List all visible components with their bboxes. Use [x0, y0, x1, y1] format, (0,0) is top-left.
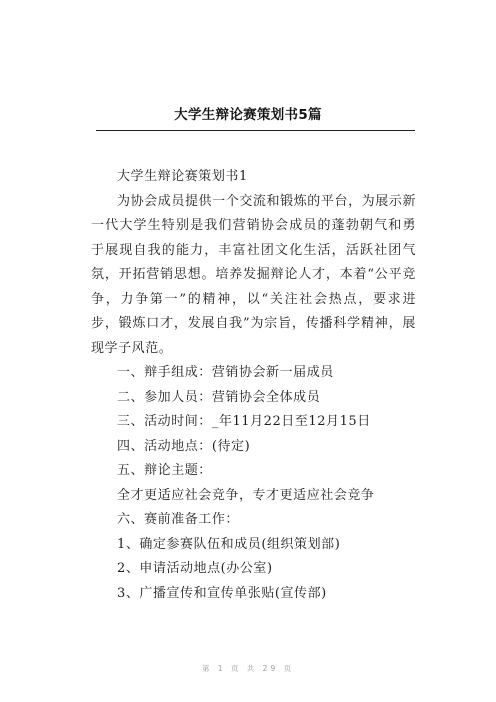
document-body	[91, 165, 416, 606]
title-divider	[96, 130, 415, 131]
prep-step-1: 1、确定参赛队伍和成员(组织策划部)	[117, 536, 341, 552]
list-item-debaters: 一、辩手组成：营销协会新一届成员	[117, 365, 334, 380]
list-item-participants: 二、参加人员：营销协会全体成员	[117, 389, 321, 405]
list-item-location: 四、活动地点：(待定)	[117, 438, 251, 454]
page-footer: 第 1 页 共 29 页	[201, 664, 295, 673]
list-item-topic: 五、辩论主题：	[117, 463, 212, 478]
intro-paragraph: 为协会成员提供一个交流和锻炼的平台，为展示新一代大学生特别是我们营销协会成员的蓬勃朝气和勇于展现自我的能力，丰富社团文化生活，活跃社团气氛，开拓营销思想。培养发掘辩论人才，本着“公平竞争，力争第一”的精神，以“关注社会热点，要求进步，锻炼口才，发展自我”为宗旨，传播科学精神，展现学子风范。	[91, 193, 416, 356]
list-item-time: 三、活动时间：_年11月22日至12月15日	[117, 414, 371, 429]
topic-statement: 全才更适应社会竞争，专才更适应社会竞争	[117, 487, 375, 503]
document-title: 大学生辩论赛策划书5篇	[174, 107, 322, 123]
section-heading: 大学生辩论赛策划书1	[117, 169, 248, 184]
prep-step-2: 2、申请活动地点(办公室)	[117, 561, 273, 576]
list-item-preparation: 六、赛前准备工作：	[117, 512, 239, 527]
prep-step-3: 3、广播宣传和宣传单张贴(宣传部)	[117, 585, 327, 601]
